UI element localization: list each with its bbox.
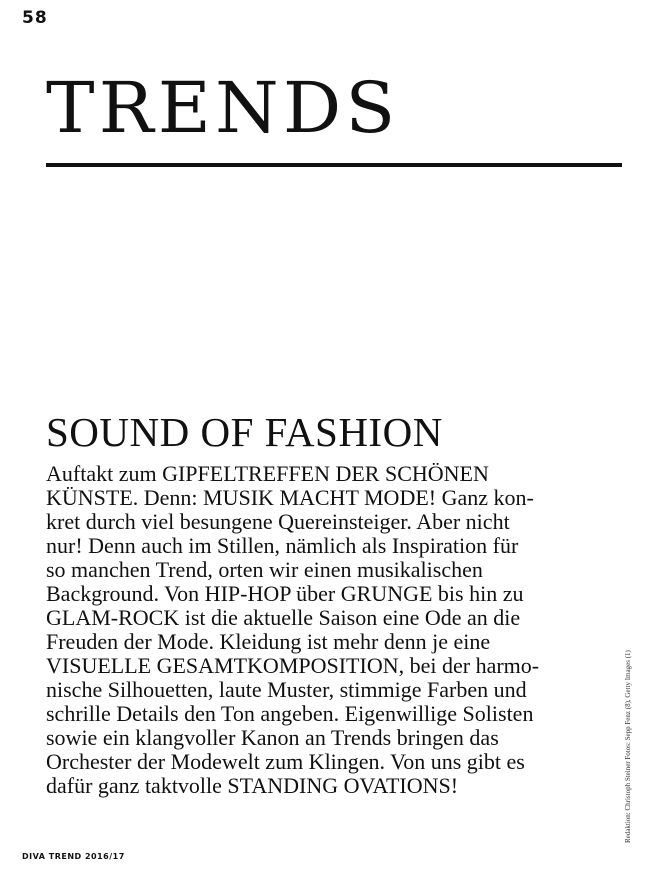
body-line: GLAM-ROCK ist die aktuelle Saison eine Ode an die <box>46 605 521 630</box>
body-line: VISUELLE GESAMTKOMPOSITION, bei der harmo- <box>46 653 540 678</box>
body-line: Auftakt zum GIPFELTREFFEN DER SCHÖNEN <box>46 461 489 486</box>
title-divider <box>46 163 622 167</box>
footer-issue: DIVA TREND 2016/17 <box>22 852 125 861</box>
body-line: sowie ein klangvoller Kanon an Trends bringen das <box>46 725 499 750</box>
body-line: Background. Von HIP-HOP über GRUNGE bis hin zu <box>46 581 524 606</box>
body-line: kret durch viel besungene Quereinsteiger. Aber nicht <box>46 509 510 534</box>
body-line: Orchester der Modewelt zum Klingen. Von uns gibt es <box>46 749 525 774</box>
body-line: Freuden der Mode. Kleidung ist mehr denn je eine <box>46 629 491 654</box>
body-line: dafür ganz taktvolle STANDING OVATIONS! <box>46 773 459 798</box>
photo-credit: Redaktion: Christoph Steiner Fotos: Sepp Fenz (8), Getty Images (1) <box>624 650 632 843</box>
body-line: so manchen Trend, orten wir einen musikalischen <box>46 557 483 582</box>
article-body <box>46 462 616 798</box>
body-line: nur! Denn auch im Stillen, nämlich als Inspiration für <box>46 533 519 558</box>
section-title: TRENDS <box>46 67 400 149</box>
body-line: nische Silhouetten, laute Muster, stimmige Farben und <box>46 677 527 702</box>
body-line: KÜNSTE. Denn: MUSIK MACHT MODE! Ganz kon- <box>46 485 534 510</box>
page-number: 58 <box>22 8 48 28</box>
article-heading: SOUND OF FASHION <box>46 409 443 455</box>
body-line: schrille Details den Ton angeben. Eigenwillige Solisten <box>46 701 534 726</box>
